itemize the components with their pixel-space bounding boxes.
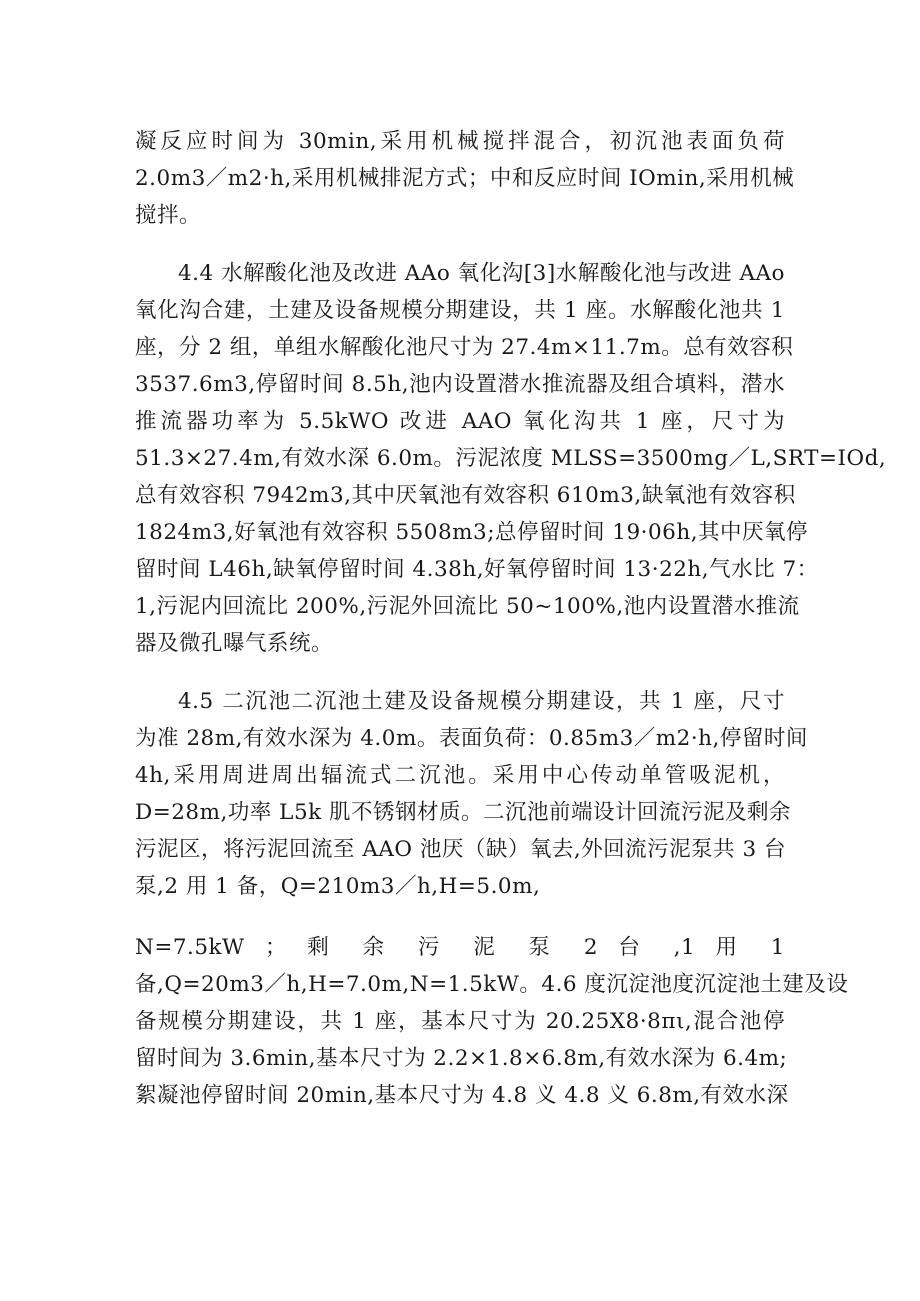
- text-line: 氧化沟合建，土建及设备规模分期建设，共 1 座。水解酸化池共 1: [135, 298, 785, 323]
- text-line: 总有效容积 7942m3,其中厌氧池有效容积 610m3,缺氧池有效容积: [135, 483, 796, 508]
- text-line: 座，分 2 组，单组水解酸化池尺寸为 27.4m×11.7m。总有效容积: [135, 335, 794, 360]
- text-line: 备,Q=20m3／h,H=7.0m,N=1.5kW。4.6 度沉淀池度沉淀池土建及设: [135, 972, 849, 997]
- text-line: 2.0m3／m2·h,采用机械排泥方式；中和反应时间 IOmin,采用机械: [135, 166, 795, 191]
- section-heading-line: 4.5 二沉池二沉池土建及设备规模分期建设，共 1 座，尺寸: [178, 689, 785, 714]
- text-line: 为准 28m,有效水深为 4.0m。表面负荷：0.85m3／m2·h,停留时间: [135, 726, 808, 751]
- text-line: N=7.5kW ； 剩 余 污 泥 泵 2 台 ,1 用 1: [135, 935, 785, 960]
- text-line: 推流器功率为 5.5kWO 改进 AAO 氧化沟共 1 座，尺寸为: [135, 409, 785, 434]
- text-line: 3537.6m3,停留时间 8.5h,池内设置潜水推流器及组合填料，潜水: [135, 372, 785, 397]
- text-line: D=28m,功率 L5k 肌不锈钢材质。二沉池前端设计回流污泥及剩余: [135, 800, 791, 825]
- text-line: 留时间 L46h,缺氧停留时间 4.38h,好氧停留时间 13·22h,气水比 7：: [135, 557, 819, 582]
- text-line: 留时间为 3.6min,基本尺寸为 2.2×1.8×6.8m,有效水深为 6.4m;: [135, 1046, 788, 1071]
- text-line: 器及微孔曝气系统。: [135, 631, 334, 656]
- text-line: 51.3×27.4m,有效水深 6.0m。污泥浓度 MLSS=3500mg／L,SRT=IOd,: [135, 446, 887, 471]
- text-line: 泵,2 用 1 备，Q=210m3／h,H=5.0m,: [135, 874, 541, 899]
- text-line: 絮凝池停留时间 20min,基本尺寸为 4.8 义 4.8 义 6.8m,有效水深: [135, 1083, 789, 1108]
- text-line: 污泥区，将污泥回流至 AAO 池厌（缺）氧去,外回流污泥泵共 3 台: [135, 837, 787, 862]
- text-line: 4h,采用周进周出辐流式二沉池。采用中心传动单管吸泥机，: [135, 763, 785, 788]
- text-line: 1,污泥内回流比 200%,污泥外回流比 50~100%,池内设置潜水推流: [135, 594, 800, 619]
- section-heading-line: 4.4 水解酸化池及改进 AAo 氧化沟[3]水解酸化池与改进 AAo: [178, 261, 785, 286]
- text-line: 搅拌。: [135, 203, 202, 228]
- text-line: 1824m3,好氧池有效容积 5508m3;总停留时间 19·06h,其中厌氧停: [135, 520, 809, 545]
- text-line: 凝反应时间为 30min,采用机械搅拌混合，初沉池表面负荷: [135, 129, 785, 154]
- text-line: 备规模分期建设，共 1 座，基本尺寸为 20.25X8·8πι,混合池停: [135, 1009, 785, 1034]
